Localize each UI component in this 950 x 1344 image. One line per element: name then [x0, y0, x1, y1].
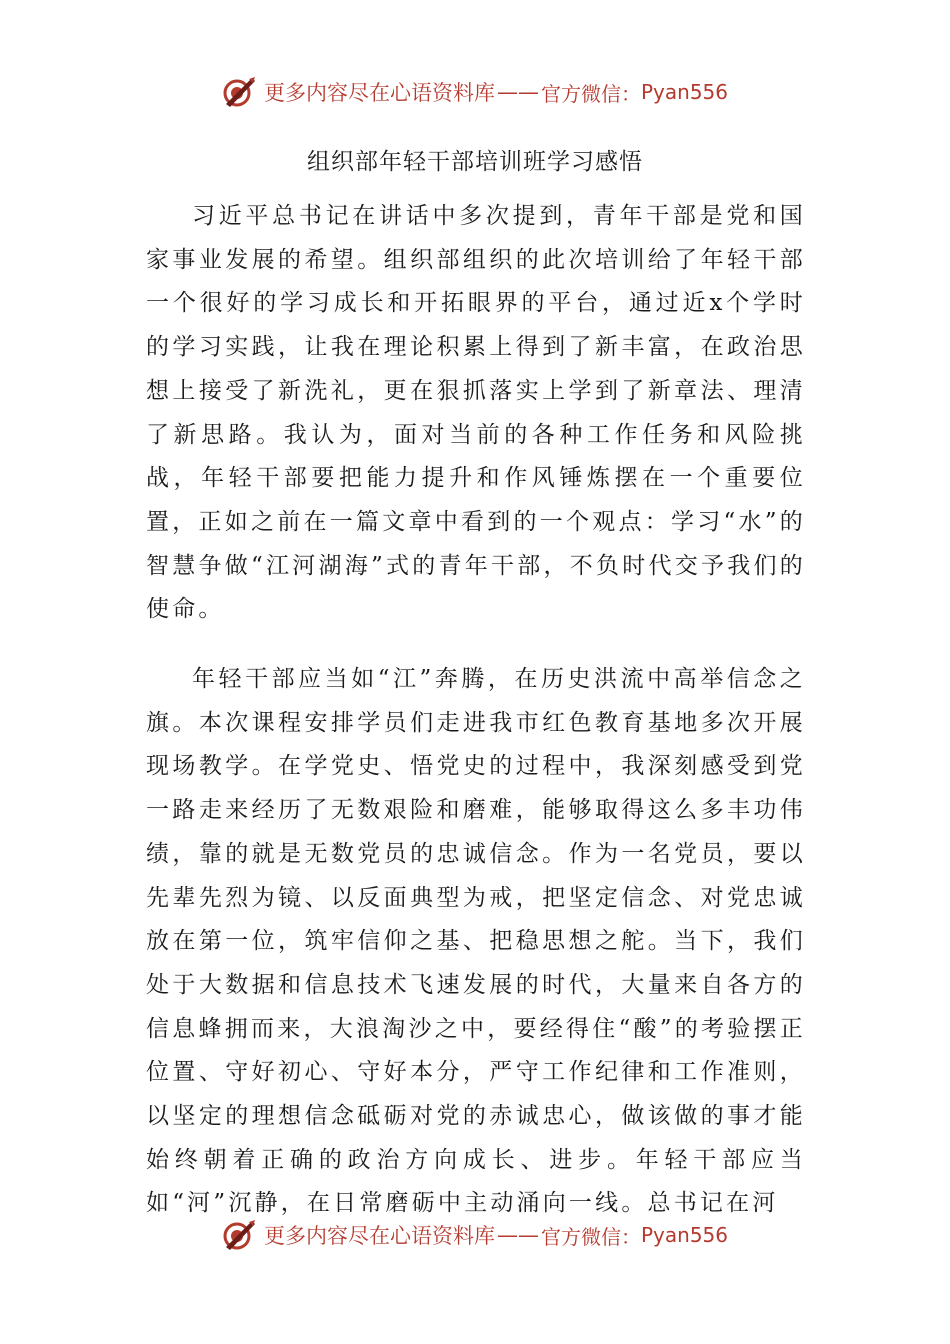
banner-wechat-label: 官方微信： — [540, 1224, 641, 1249]
paragraph-1: 习近平总书记在讲话中多次提到，青年干部是党和国家事业发展的希望。组织部组织的此次培训给了年轻干部一个很好的学习成长和开拓眼界的平台，通过近x个学时的学习实践，让我在理论积累上得到了新丰富，在政治思想上接受了新洗礼，更在狠抓落实上学到了新章法、理清了新思路。我认为，面对当前的各种工作任务和风险挑战，年轻干部要把能力提升和作风锤炼摆在一个重要位置，正如之前在一篇文章中看到的一个观点：学习“水”的智慧争做“江河湖海”式的青年干部，不负时代交予我们的使命。 — [146, 203, 806, 623]
pen-logo-icon — [222, 74, 258, 110]
banner-separator: —— — [496, 80, 539, 104]
footer-banner — [0, 1215, 950, 1255]
banner-separator: —— — [496, 1223, 539, 1247]
banner-wechat-id: Pyan556 — [640, 1223, 728, 1247]
banner-wechat-label: 官方微信： — [540, 81, 641, 106]
document-body — [146, 195, 806, 1226]
document-title: 组织部年轻干部培训班学习感悟 — [307, 149, 643, 175]
pen-logo-icon — [222, 1217, 258, 1253]
banner-slogan: 更多内容尽在心语资料库 — [263, 1224, 495, 1248]
paragraph-2: 年轻干部应当如“江”奔腾，在历史洪流中高举信念之旗。本次课程安排学员们走进我市红色教育基地多次开展现场教学。在学党史、悟党史的过程中，我深刻感受到党一路走来经历了无数艰险和磨难，能够取得这么多丰功伟绩，靠的就是无数党员的忠诚信念。作为一名党员，要以先辈先烈为镜、以反面典型为戒，把坚定信念、对党忠诚放在第一位，筑牢信仰之基、把稳思想之舵。当下，我们处于大数据和信息技术飞速发展的时代，大量来自各方的信息蜂拥而来，大浪淘沙之中，要经得住“酸”的考验摆正位置、守好初心、守好本分，严守工作纪律和工作准则，以坚定的理想信念砥砺对党的赤诚忠心，做该做的事才能始终朝着正确的政治方向成长、进步。年轻干部应当如“河”沉静，在日常磨砺中主动涌向一线。总书记在河 — [146, 666, 806, 1217]
banner-wechat-id: Pyan556 — [640, 80, 728, 104]
banner-slogan: 更多内容尽在心语资料库 — [263, 81, 495, 105]
header-banner — [0, 72, 950, 112]
